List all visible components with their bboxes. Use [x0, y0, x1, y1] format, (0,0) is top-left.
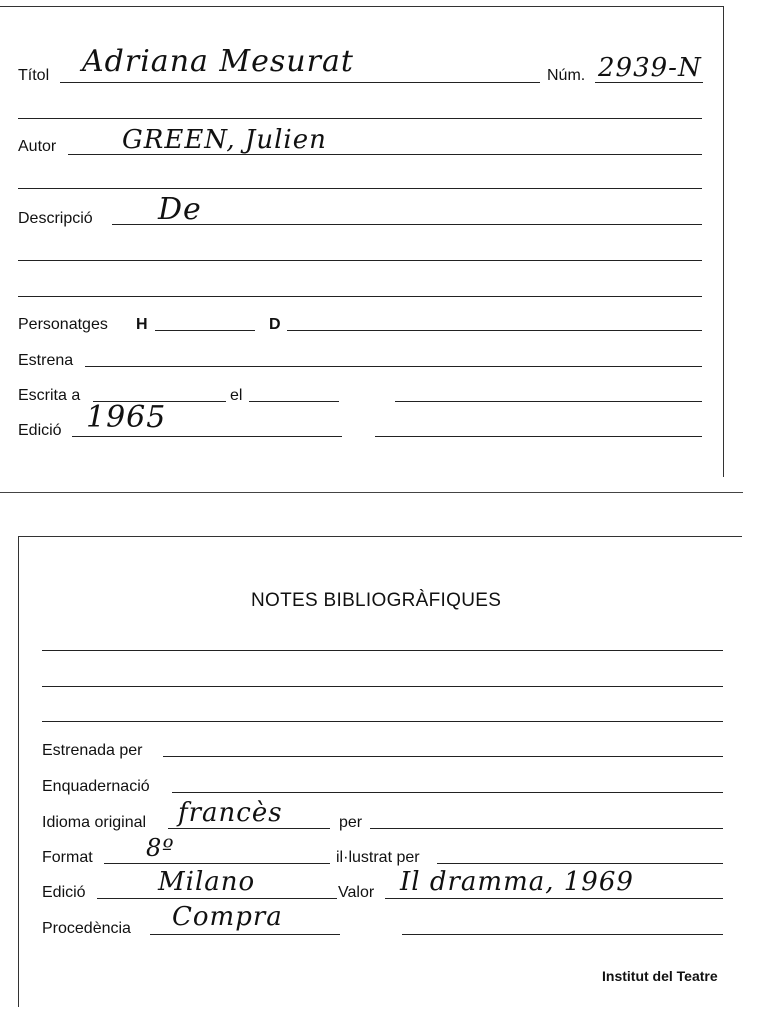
format-value: 8º	[146, 834, 175, 862]
per-label: per	[339, 814, 363, 831]
illustrat-label: il·lustrat per	[336, 849, 420, 866]
autor-value: GREEN, Julien	[122, 125, 327, 155]
idioma-label: Idioma original	[42, 814, 147, 831]
edicio-back-label: Edició	[42, 884, 86, 901]
descripcio-value: De	[158, 192, 202, 227]
format-label: Format	[42, 849, 93, 866]
estrena-line	[85, 366, 702, 367]
format-line	[104, 863, 330, 864]
enquadernacio-label: Enquadernació	[42, 778, 150, 795]
estrena-label: Estrena	[18, 352, 74, 369]
valor-value: Il dramma, 1969	[400, 867, 634, 897]
edicio-back-value: Milano	[158, 867, 256, 897]
personatges-label: Personatges	[18, 316, 108, 333]
blank-line	[18, 188, 702, 189]
blank-line	[18, 296, 702, 297]
num-value: 2939-N	[598, 53, 702, 83]
blank-line	[18, 260, 702, 261]
h-line	[155, 330, 255, 331]
institution-name: Institut del Teatre	[602, 968, 718, 984]
procedencia-label: Procedència	[42, 920, 131, 937]
estrenada-line	[163, 756, 723, 757]
el-label: el	[230, 387, 243, 404]
edicio-label: Edició	[18, 422, 62, 439]
h-label: H	[136, 316, 148, 333]
blank-line	[42, 721, 723, 722]
num-label: Núm.	[547, 67, 586, 84]
d-label: D	[269, 316, 281, 333]
valor-label: Valor	[338, 884, 375, 901]
estrenada-label: Estrenada per	[42, 742, 143, 759]
edicio-line-right	[375, 436, 702, 437]
el-line	[249, 401, 339, 402]
el-line-right	[395, 401, 702, 402]
idioma-value: francès	[178, 798, 283, 828]
titol-line	[60, 82, 540, 83]
procedencia-line-right	[402, 934, 723, 935]
blank-line	[18, 118, 702, 119]
edicio-back-line	[97, 898, 337, 899]
descripcio-label: Descripció	[18, 210, 93, 227]
blank-line	[42, 686, 723, 687]
procedencia-line	[150, 934, 340, 935]
titol-value: Adriana Mesurat	[82, 44, 354, 79]
blank-line	[42, 650, 723, 651]
enquadernacio-line	[172, 792, 723, 793]
edicio-value: 1965	[86, 400, 167, 435]
edicio-line	[72, 436, 342, 437]
escrita-label: Escrita a	[18, 387, 81, 404]
per-line	[370, 828, 723, 829]
titol-label: Títol	[18, 67, 50, 84]
illustrat-line	[437, 863, 723, 864]
valor-line	[385, 898, 723, 899]
autor-label: Autor	[18, 138, 57, 155]
procedencia-value: Compra	[172, 902, 283, 932]
notes-heading: NOTES BIBLIOGRÀFIQUES	[251, 590, 502, 611]
cut-line	[0, 492, 743, 493]
d-line	[287, 330, 702, 331]
